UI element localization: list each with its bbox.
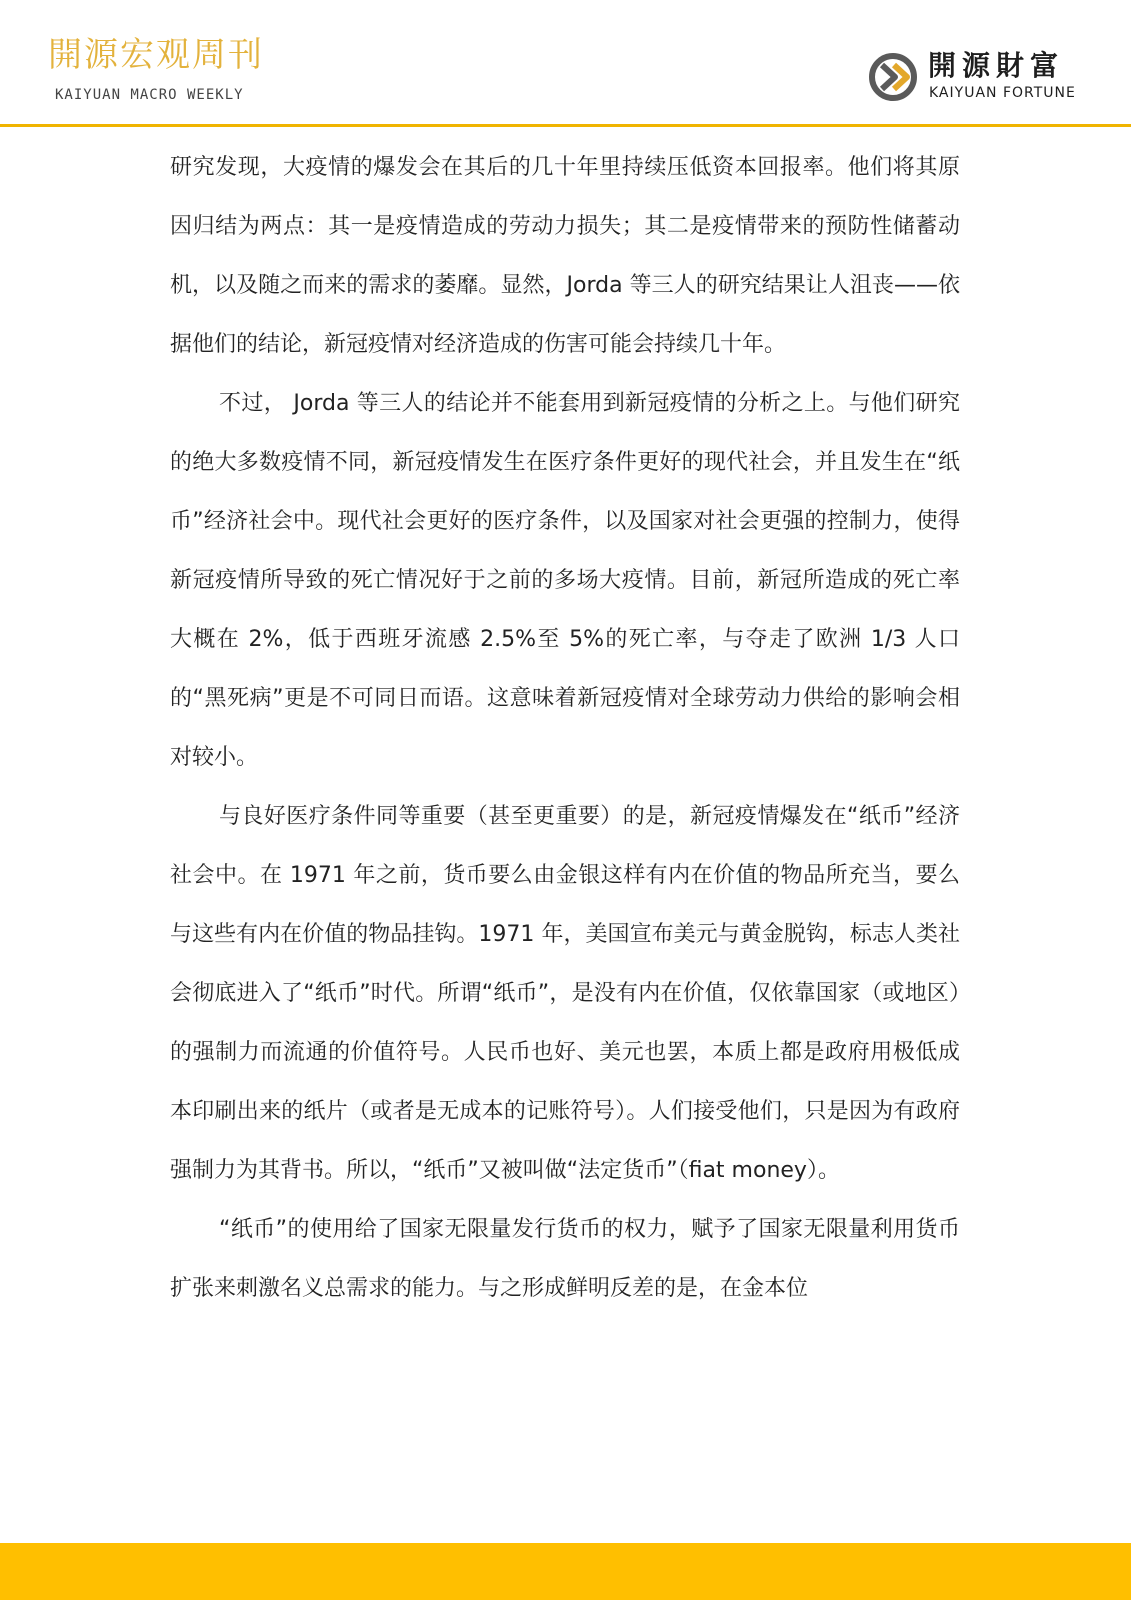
kaiyuan-logo-icon xyxy=(868,52,918,102)
publication-subtitle: KAIYUAN MACRO WEEKLY xyxy=(55,87,244,103)
body-paragraph: 不过， Jorda 等三人的结论并不能套用到新冠疫情的分析之上。与他们研究的绝大多数疫情不同，新冠疫情发生在医疗条件更好的现代社会，并且发生在“纸币”经济社会中。现代社会更好的医疗条件，以及国家对社会更强的控制力，使得新冠疫情所导致的死亡情况好于之前的多场大疫情。目前，新冠所造成的死亡率大概在 2%，低于西班牙流感 2.5%至 5%的死亡率，与夺走了欧洲 1/3 人口的“黑死病”更是不可同日而语。这意味着新冠疫情对全球劳动力供给的影响会相对较小。 xyxy=(170,391,960,770)
page-header xyxy=(0,0,1131,128)
kaiyuan-fortune-logo xyxy=(868,50,1088,106)
body-paragraph: “纸币”的使用给了国家无限量发行货币的权力，赋予了国家无限量利用货币扩张来刺激名义总需求的能力。与之形成鲜明反差的是，在金本位 xyxy=(170,1217,960,1301)
body-paragraph: 与良好医疗条件同等重要（甚至更重要）的是，新冠疫情爆发在“纸币”经济社会中。在 1971 年之前，货币要么由金银这样有内在价值的物品所充当，要么与这些有内在价值的物品挂钩。1971 年，美国宣布美元与黄金脱钩，标志人类社会彻底进入了“纸币”时代。所谓“纸币”，是没有内在价值，仅依靠国家（或地区）的强制力而流通的价值符号。人民币也好、美元也罢，本质上都是政府用极低成本印刷出来的纸片（或者是无成本的记账符号）。人们接受他们，只是因为有政府强制力为其背书。所以，“纸币”又被叫做“法定货币”（fiat money）。 xyxy=(170,804,960,1183)
logo-text-cn: 開源財富 xyxy=(928,49,1065,82)
body-paragraph: 研究发现，大疫情的爆发会在其后的几十年里持续压低资本回报率。他们将其原因归结为两点：其一是疫情造成的劳动力损失；其二是疫情带来的预防性储蓄动机，以及随之而来的需求的萎靡。显然，Jorda 等三人的研究结果让人沮丧——依据他们的结论，新冠疫情对经济造成的伤害可能会持续几十年。 xyxy=(170,155,960,357)
header-divider xyxy=(0,124,1131,127)
article-body xyxy=(170,138,960,1318)
publication-title: 開源宏观周刊 xyxy=(48,35,264,75)
footer-bar xyxy=(0,1543,1131,1600)
logo-text-en: KAIYUAN FORTUNE xyxy=(929,85,1076,101)
